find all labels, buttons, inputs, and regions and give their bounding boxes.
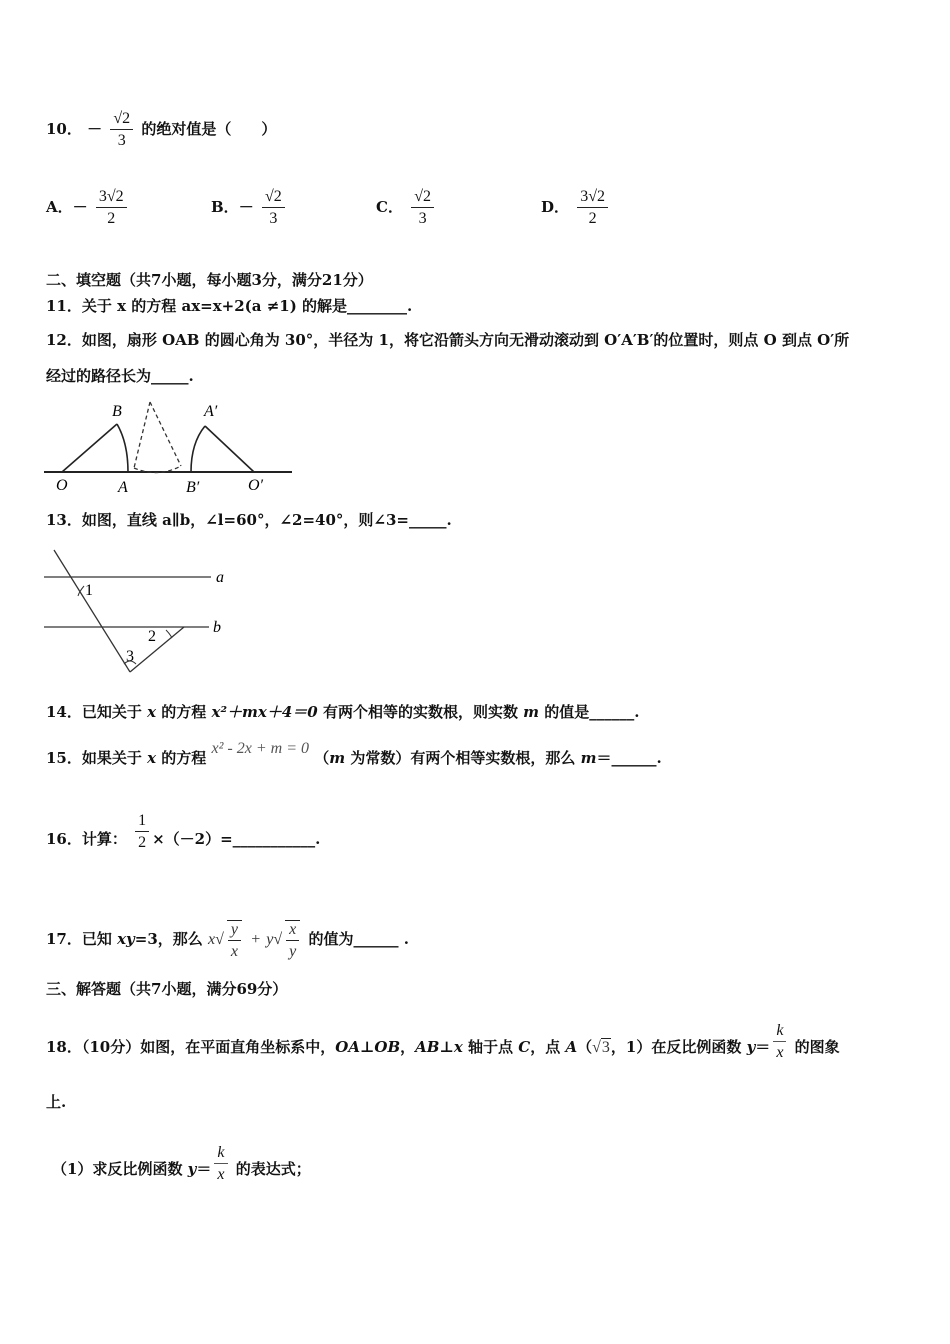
label-a: a — [216, 569, 224, 586]
question-18-part-1: （1）求反比例函数 y＝ $\frac{k}{x}$ 的表达式； — [52, 1144, 311, 1183]
q15-equation: x² - 2x + m = 0 — [211, 740, 310, 757]
label-A-prime: A′ — [204, 403, 218, 420]
label-A: A — [118, 479, 128, 496]
option-b: B．－ $\frac{√2}{3}$ — [211, 188, 288, 228]
question-12-line-2: 经过的路径长为_____. — [46, 367, 194, 385]
section-3-heading: 三、解答题（共7小题，满分69分） — [46, 980, 288, 998]
label-angle-1: 1 — [85, 582, 93, 599]
label-B-prime: B′ — [186, 479, 200, 496]
figure-12-sector-rolling — [44, 398, 294, 496]
question-18-line-2: 上. — [46, 1093, 67, 1111]
label-O: O — [56, 477, 68, 494]
label-angle-2: 2 — [148, 628, 156, 645]
label-O-prime: O′ — [248, 477, 264, 494]
sqrt-y-over-x: √ $\frac{y}{x}$ — [215, 920, 245, 961]
option-c: C． $\frac{√2}{3}$ — [376, 188, 437, 228]
section-2-heading: 二、填空题（共7小题，每小题3分，满分21分） — [46, 271, 373, 289]
question-16: 16．计算： $\frac{1}{2}$ ×（－2）=___________. — [46, 812, 321, 851]
label-B: B — [112, 403, 122, 420]
option-a: A．－ $\frac{3√2}{2}$ — [46, 188, 130, 228]
label-b: b — [213, 619, 221, 636]
question-11: 11．关于 x 的方程 ax=x+2(a ≠1) 的解是________. — [46, 297, 413, 315]
label-angle-3: 3 — [126, 648, 134, 665]
figure-13-parallel-lines — [44, 548, 230, 680]
sqrt-x-over-y: √ $\frac{x}{y}$ — [273, 920, 303, 961]
question-10: 10． － $\frac{√2}{3}$ 的绝对值是（ ） — [46, 110, 277, 149]
question-13: 13．如图，直线 a∥b，∠l=60°，∠2=40°，则∠3=_____. — [46, 511, 452, 529]
question-15: 15．如果关于 x 的方程 x² - 2x + m = 0 （m 为常数）有两个相等实数根，那么 m＝______. — [46, 740, 662, 767]
q10-fraction: $\frac{√2}{3}$ — [110, 110, 133, 150]
question-17: 17．已知 xy=3，那么 x√ $\frac{y}{x}$ + y√ $\frac{x}{y}$ 的值为______ . — [46, 921, 409, 960]
question-18-line-1: 18．（10分）如图，在平面直角坐标系中，OA⊥OB，AB⊥x 轴于点 C，点 A（√3，1）在反比例函数 y＝ $\frac{k}{x}$ 的图象 — [46, 1022, 840, 1061]
option-d: D． $\frac{3√2}{2}$ — [541, 188, 611, 228]
question-14: 14．已知关于 x 的方程 x²＋mx＋4＝0 有两个相等的实数根，则实数 m 的值是______. — [46, 703, 640, 721]
question-12-line-1: 12．如图，扇形 OAB 的圆心角为 30°，半径为 1，将它沿箭头方向无滑动滚动到 O′A′B′的位置时，则点 O 到点 O′所 — [46, 331, 850, 349]
